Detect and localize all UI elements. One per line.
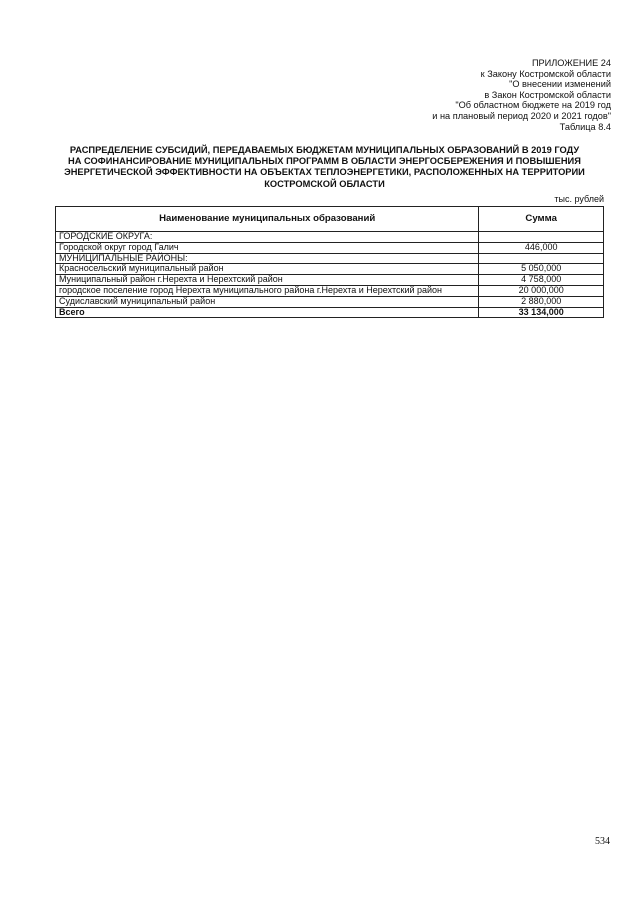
row-name: Муниципальный район г.Нерехта и Нерехтский район <box>56 275 479 286</box>
row-sum: 446,000 <box>479 242 604 253</box>
appendix-header <box>351 58 611 132</box>
header-line: в Закон Костромской области <box>484 89 611 100</box>
row-name: Красносельский муниципальный район <box>56 264 479 275</box>
page-number: 534 <box>595 836 610 847</box>
table-row <box>56 232 604 243</box>
row-name: городское поселение город Нерехта муниципального района г.Нерехта и Нерехтский район <box>56 285 479 296</box>
total-row <box>56 307 604 318</box>
total-sum: 33 134,000 <box>479 307 604 318</box>
subsidy-table <box>55 206 604 318</box>
row-name: ГОРОДСКИЕ ОКРУГА: <box>56 232 479 243</box>
row-sum: 2 880,000 <box>479 296 604 307</box>
row-sum <box>479 253 604 264</box>
table-row <box>56 285 604 296</box>
document-title <box>52 145 597 190</box>
header-line: "О внесении изменений <box>509 79 611 90</box>
row-name: МУНИЦИПАЛЬНЫЕ РАЙОНЫ: <box>56 253 479 264</box>
table-number: Таблица 8.4 <box>559 121 611 132</box>
row-sum: 5 050,000 <box>479 264 604 275</box>
header-line: и на плановый период 2020 и 2021 годов" <box>432 110 611 121</box>
header-line: ПРИЛОЖЕНИЕ 24 <box>531 58 611 68</box>
row-name: Судиславский муниципальный район <box>56 296 479 307</box>
row-sum: 20 000,000 <box>479 285 604 296</box>
unit-label: тыс. рублей <box>554 194 604 204</box>
table-row <box>56 242 604 253</box>
table-row <box>56 264 604 275</box>
title-line: НА СОФИНАНСИРОВАНИЕ МУНИЦИПАЛЬНЫХ ПРОГРАММ В ОБЛАСТИ ЭНЕРГОСБЕРЕЖЕНИЯ И ПОВЫШЕНИЯ <box>68 156 581 167</box>
row-name: Городской округ город Галич <box>56 242 479 253</box>
row-sum: 4 758,000 <box>479 275 604 286</box>
column-header-sum: Сумма <box>479 207 604 232</box>
table-header-row <box>56 207 604 232</box>
title-line: КОСТРОМСКОЙ ОБЛАСТИ <box>264 178 385 189</box>
column-header-name: Наименование муниципальных образований <box>56 207 479 232</box>
table-row <box>56 253 604 264</box>
total-label: Всего <box>56 307 479 318</box>
table-row <box>56 296 604 307</box>
table-row <box>56 275 604 286</box>
title-line: ЭНЕРГЕТИЧЕСКОЙ ЭФФЕКТИВНОСТИ НА ОБЪЕКТАХ ТЕПЛОЭНЕРГЕТИКИ, РАСПОЛОЖЕННЫХ НА ТЕРРИТОРИИ <box>64 167 585 178</box>
header-line: "Об областном бюджете на 2019 год <box>455 100 611 111</box>
header-line: к Закону Костромской области <box>480 68 611 79</box>
title-line: РАСПРЕДЕЛЕНИЕ СУБСИДИЙ, ПЕРЕДАВАЕМЫХ БЮДЖЕТАМ МУНИЦИПАЛЬНЫХ ОБРАЗОВАНИЙ В 2019 ГОДУ <box>69 145 580 155</box>
row-sum <box>479 232 604 243</box>
